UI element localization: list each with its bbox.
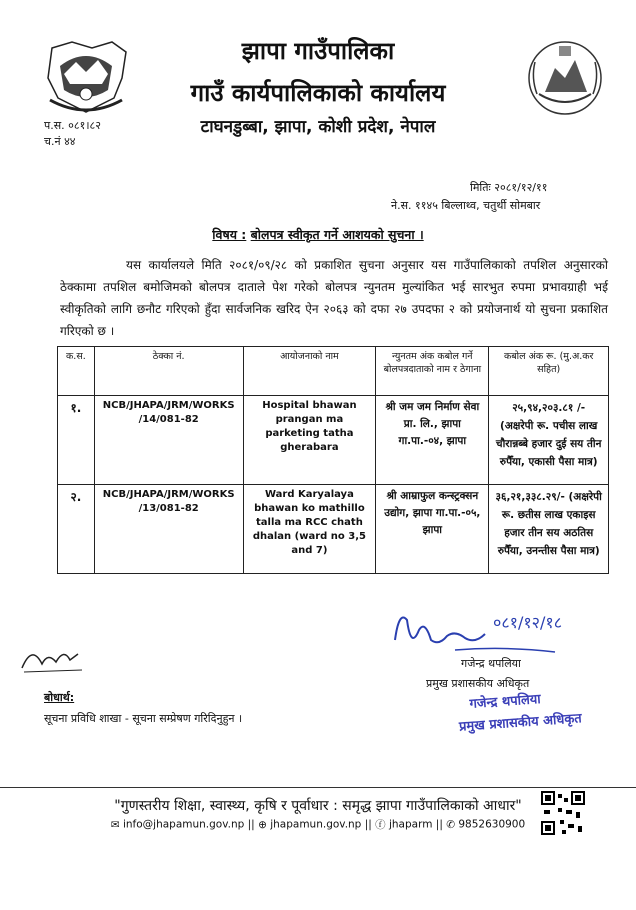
letter-ps-number: प.स. ०८१।८२: [44, 119, 101, 132]
row-sn: १.: [58, 396, 95, 485]
table-header-row: [58, 347, 609, 396]
circulation-label: बोधार्थ:: [44, 691, 75, 704]
globe-icon: ⊕: [258, 818, 267, 831]
footer-email[interactable]: info@jhapamun.gov.np: [122, 818, 245, 831]
letter-ch-number: च.नं ४४: [44, 135, 76, 148]
facebook-icon: ⓕ: [375, 819, 386, 831]
municipality-title: झापा गाउँपालिका: [241, 37, 395, 65]
circulation-item: सूचना प्रविधि शाखा - सूचना सम्प्रेषण गरिदिनुहुन ।: [44, 712, 243, 725]
official-stamp-icon: [452, 680, 602, 736]
nepal-sambat-date: ने.स. ११४५ बिल्लाथ्व, चतुर्थी सोमबार: [391, 199, 541, 212]
footer-divider: [0, 787, 636, 788]
row-contract: NCB/JHAPA/JRM/WORKS /14/081-82: [94, 396, 243, 485]
stamp-name: गजेन्द्र थपलिया: [469, 692, 542, 712]
row-project: Ward Karyalaya bhawan ko mathillo talla ma RCC chath dhalan (ward no 3,5 and 7): [243, 485, 376, 574]
row-amount: ३६,२१,३३८.२९/- (अक्षरेपी रू. छतीस लाख एकाइस हजार तीन सय अठतिस रुपैँया, उनन्तीस पैसा मात्र): [489, 485, 609, 574]
header-project: आयोजनाको नाम: [243, 347, 376, 396]
notice-body: यस कार्यालयले मिति २०८१/०९/२८ को प्रकाशित सुचना अनुसार यस गाउँपालिकाको तपशिल अनुसारको ठेक्कामा तपशिल बमोजिमको बोलपत्र दाताले पेश गरेको बोलपत्र न्युनतम मुल्यांकित भई सारभुत रुपमा प्रभावग्राही भई स्वीकृतिको लागि छनौट गरिएको हुँदा सार्वजनिक खरिद ऐन २०६३ को दफा २७ उपदफा २ को प्रयोजनार्थ यो सुचना प्रकाशित गरिएको छ ।: [60, 258, 608, 338]
signature-handwritten-icon: [385, 600, 595, 660]
table-row: [58, 396, 609, 485]
subject-line: [0, 226, 636, 243]
tender-table: [57, 346, 609, 574]
footer-phone[interactable]: 9852630900: [458, 818, 526, 831]
subject-text: बोलपत्र स्वीकृत गर्ने आशयको सुचना ।: [250, 227, 424, 242]
qr-code-icon: [540, 790, 586, 836]
stamp-title: प्रमुख प्रशासकीय अधिकृत: [458, 711, 583, 735]
footer-slogan: "गुणस्तरीय शिक्षा, स्वास्थ्य, कृषि र पूर्वाधार : समृद्ध झापा गाउँपालिकाको आधार": [114, 798, 522, 814]
signatory-name: गजेन्द्र थपलिया: [461, 657, 521, 670]
row-contract: NCB/JHAPA/JRM/WORKS /13/081-82: [94, 485, 243, 574]
separator: ||: [435, 818, 443, 831]
row-sn: २.: [58, 485, 95, 574]
table-row: [58, 485, 609, 574]
office-title: गाउँ कार्यपालिकाको कार्यालय: [190, 79, 446, 107]
office-address: टाघनडुब्बा, झापा, कोशी प्रदेश, नेपाल: [200, 117, 436, 137]
letter-date: मितिः २०८१/१२/११: [470, 181, 548, 194]
header-contract: ठेक्का नं.: [94, 347, 243, 396]
email-icon: ✉: [110, 818, 120, 831]
phone-icon: ✆: [446, 818, 456, 831]
header-sn: क.स.: [58, 347, 95, 396]
separator: ||: [364, 818, 372, 831]
separator: ||: [247, 818, 255, 831]
row-amount: २५,९४,२०३.८१ /- (अक्षरेपी रू. पचीस लाख चौरान्नब्बे हजार दुई सय तीन रुपैँया, एकासी पैसा मात्र): [489, 396, 609, 485]
row-bidder: श्री जम जम निर्माण सेवा प्रा. लि., झापा गा.पा.-०४, झापा: [376, 396, 489, 485]
initials-signature-icon: [18, 640, 88, 676]
signatory-title: प्रमुख प्रशासकीय अधिकृत: [426, 677, 530, 690]
signature-date: ०८१/१२/१८: [493, 613, 563, 632]
footer-facebook[interactable]: jhaparm: [388, 818, 433, 831]
row-bidder: श्री आम्राफुल कन्स्ट्रक्सन उद्योग, झापा गा.पा.-०५, झापा: [376, 485, 489, 574]
subject-label: विषय :: [212, 227, 247, 242]
header-amount: कबोल अंक रू. (मु.अ.कर सहित): [489, 347, 609, 396]
header-bidder: न्युनतम अंक कबोल गर्ने बोलपत्रदाताको नाम र ठेगाना: [376, 347, 489, 396]
footer-website[interactable]: jhapamun.gov.np: [270, 818, 362, 831]
row-project: Hospital bhawan prangan ma parketing tatha gherabara: [243, 396, 376, 485]
